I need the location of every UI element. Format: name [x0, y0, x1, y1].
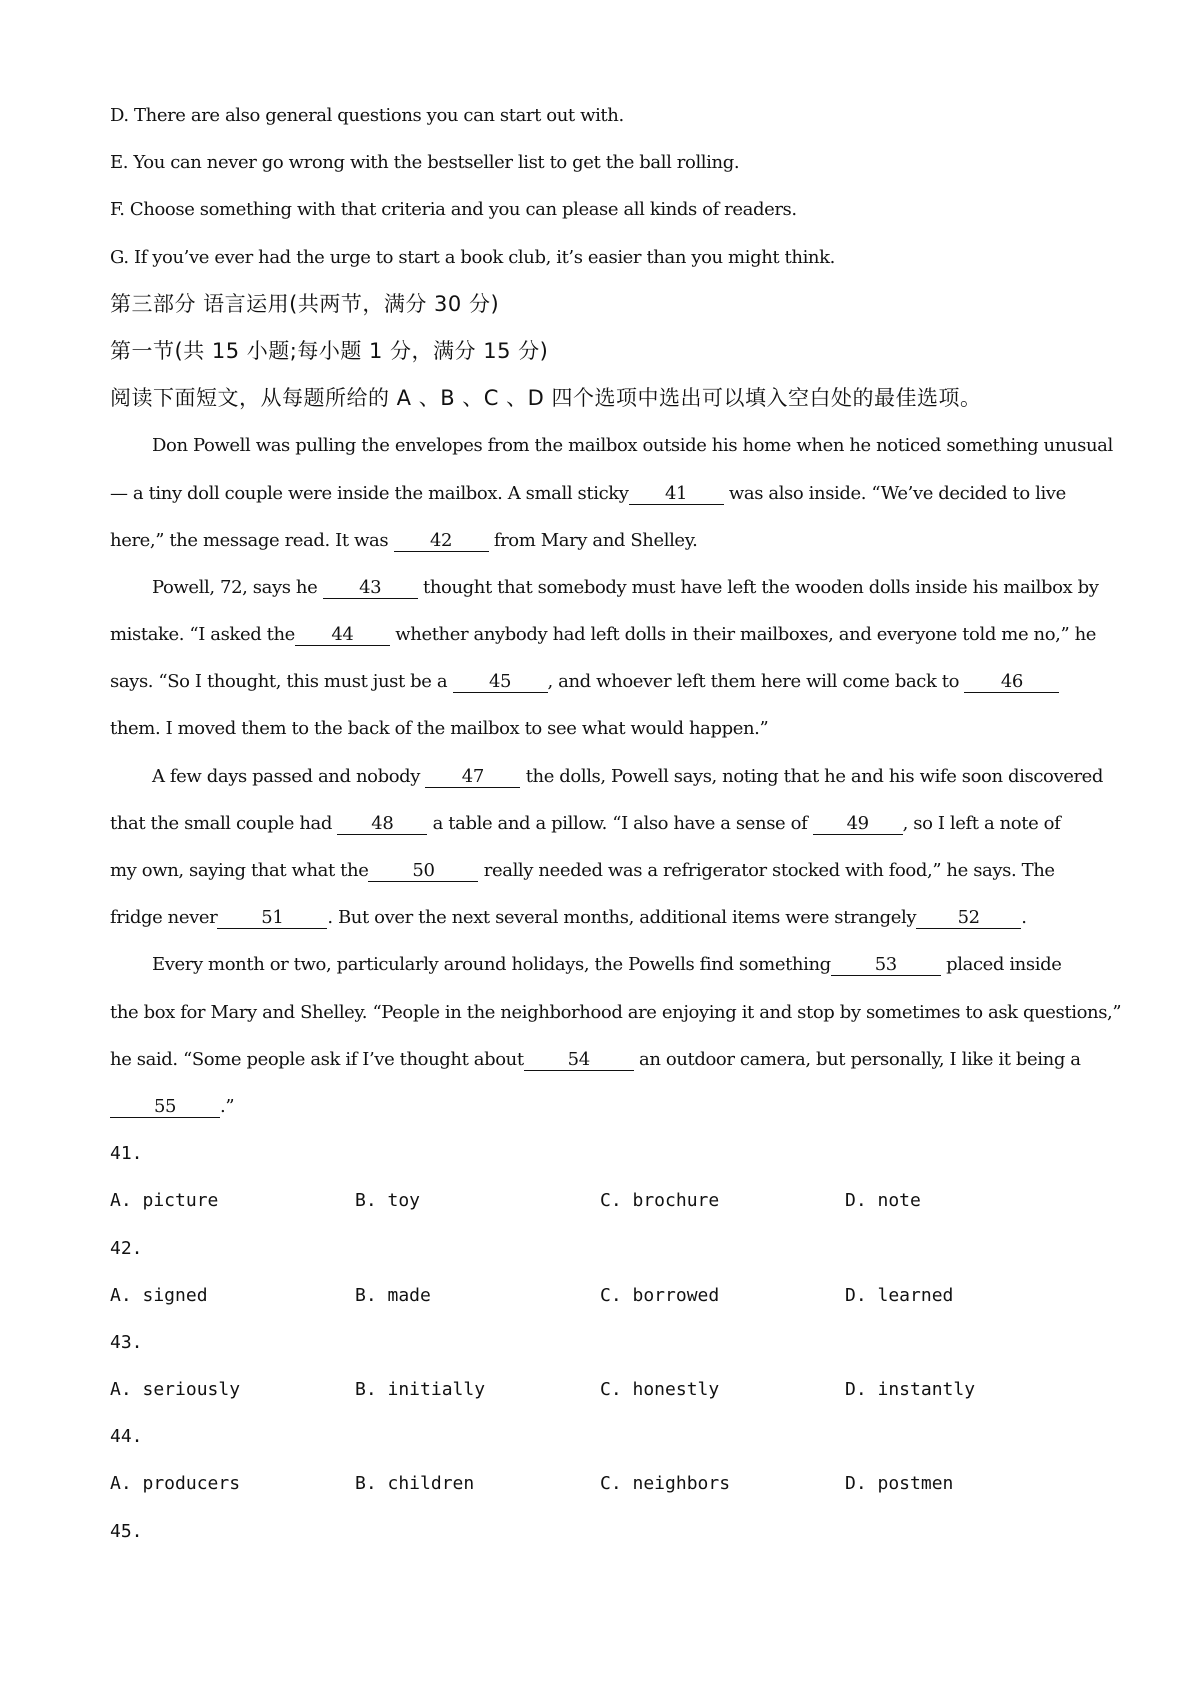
option-c: C. borrowed — [600, 1284, 720, 1306]
option-d: D. instantly — [845, 1379, 976, 1401]
answer-options — [110, 1272, 1120, 1319]
blank-52: 52 — [916, 908, 1021, 929]
blank-44: 44 — [295, 625, 390, 646]
option-d: D. postmen — [845, 1473, 954, 1495]
option-a: A. seriously — [110, 1379, 241, 1401]
passage-line: Don Powell was pulling the envelopes from the mailbox outside his home when he noticed something unusual — [152, 435, 1113, 457]
question-number: 42. — [110, 1237, 143, 1259]
part-title: 第三部分 语言运用(共两节，满分 30 分) — [110, 291, 500, 316]
option-b: B. made — [355, 1284, 431, 1306]
option-b: B. initially — [355, 1379, 486, 1401]
option-d: D. There are also general questions you can start out with. — [110, 105, 624, 126]
passage-line: Powell, 72, says he 43 thought that somebody must have left the wooden dolls inside his mailbox by — [152, 576, 1099, 598]
passage-line: here,” the message read. It was 42 from Mary and Shelley. — [110, 529, 698, 551]
question-number: 44. — [110, 1426, 143, 1448]
option-b: B. toy — [355, 1190, 421, 1212]
blank-50: 50 — [368, 861, 478, 882]
passage-line: he said. “Some people ask if I’ve thought about 54 an outdoor camera, but personally, I like it being a — [110, 1048, 1081, 1070]
question-number: 43. — [110, 1331, 143, 1353]
blank-42: 42 — [394, 531, 489, 552]
section-subtitle: 第一节(共 15 小题;每小题 1 分，满分 15 分) — [110, 338, 549, 363]
question-number: 41. — [110, 1143, 143, 1165]
passage-line: mistake. “I asked the 44 whether anybody had left dolls in their mailboxes, and everyone told me no,” he — [110, 624, 1097, 646]
blank-49: 49 — [813, 814, 903, 835]
option-a: A. signed — [110, 1284, 208, 1306]
option-g: G. If you’ve ever had the urge to start a book club, it’s easier than you might think. — [110, 246, 835, 268]
blank-45: 45 — [453, 672, 548, 693]
option-c: C. neighbors — [600, 1473, 731, 1495]
option-d: D. learned — [845, 1284, 954, 1306]
exam-page — [110, 92, 1120, 1555]
answer-options — [110, 1366, 1120, 1413]
blank-53: 53 — [831, 955, 941, 976]
passage-line: the box for Mary and Shelley. “People in the neighborhood are enjoying it and stop by sometimes to ask questions,” — [110, 1001, 1122, 1023]
blank-55: 55 — [110, 1097, 220, 1118]
blank-51: 51 — [217, 908, 327, 929]
option-a: A. producers — [110, 1473, 241, 1495]
passage-line: that the small couple had 48 a table and a pillow. “I also have a sense of 49 , so I left a note of — [110, 812, 1061, 834]
passage-line: says. “So I thought, this must just be a 45 , and whoever left them here will come back to 46 — [110, 658, 1120, 705]
answer-options — [110, 1460, 1120, 1507]
blank-47: 47 — [425, 767, 520, 788]
passage-line: A few days passed and nobody 47 the dolls, Powell says, noting that he and his wife soon discovered — [152, 765, 1104, 787]
passage-line: 55 .” — [110, 1083, 1120, 1130]
blank-41: 41 — [629, 484, 724, 505]
option-f: F. Choose something with that criteria and you can please all kinds of readers. — [110, 199, 797, 221]
passage-line: fridge never 51 . But over the next several months, additional items were strangely 52 . — [110, 907, 1027, 929]
blank-46: 46 — [964, 672, 1059, 693]
option-b: B. children — [355, 1473, 475, 1495]
option-e: E. You can never go wrong with the bestseller list to get the ball rolling. — [110, 152, 740, 174]
blank-54: 54 — [524, 1050, 634, 1071]
option-d: D. note — [845, 1190, 921, 1212]
answer-options — [110, 1177, 1120, 1224]
blank-43: 43 — [323, 578, 418, 599]
question-number: 45. — [110, 1520, 143, 1542]
passage-line: Every month or two, particularly around holidays, the Powells find something 53 placed inside — [152, 954, 1062, 976]
option-a: A. picture — [110, 1190, 219, 1212]
option-c: C. brochure — [600, 1190, 720, 1212]
passage-line: — a tiny doll couple were inside the mailbox. A small sticky 41 was also inside. “We’ve decided to live — [110, 482, 1066, 504]
option-c: C. honestly — [600, 1379, 720, 1401]
passage-line: them. I moved them to the back of the mailbox to see what would happen.” — [110, 718, 769, 740]
blank-48: 48 — [337, 814, 427, 835]
instruction: 阅读下面短文，从每题所给的 A 、B 、C 、D 四个选项中选出可以填入空白处的最佳选项。 — [110, 386, 982, 411]
passage-line: my own, saying that what the 50 really needed was a refrigerator stocked with food,” he says. The — [110, 860, 1055, 881]
